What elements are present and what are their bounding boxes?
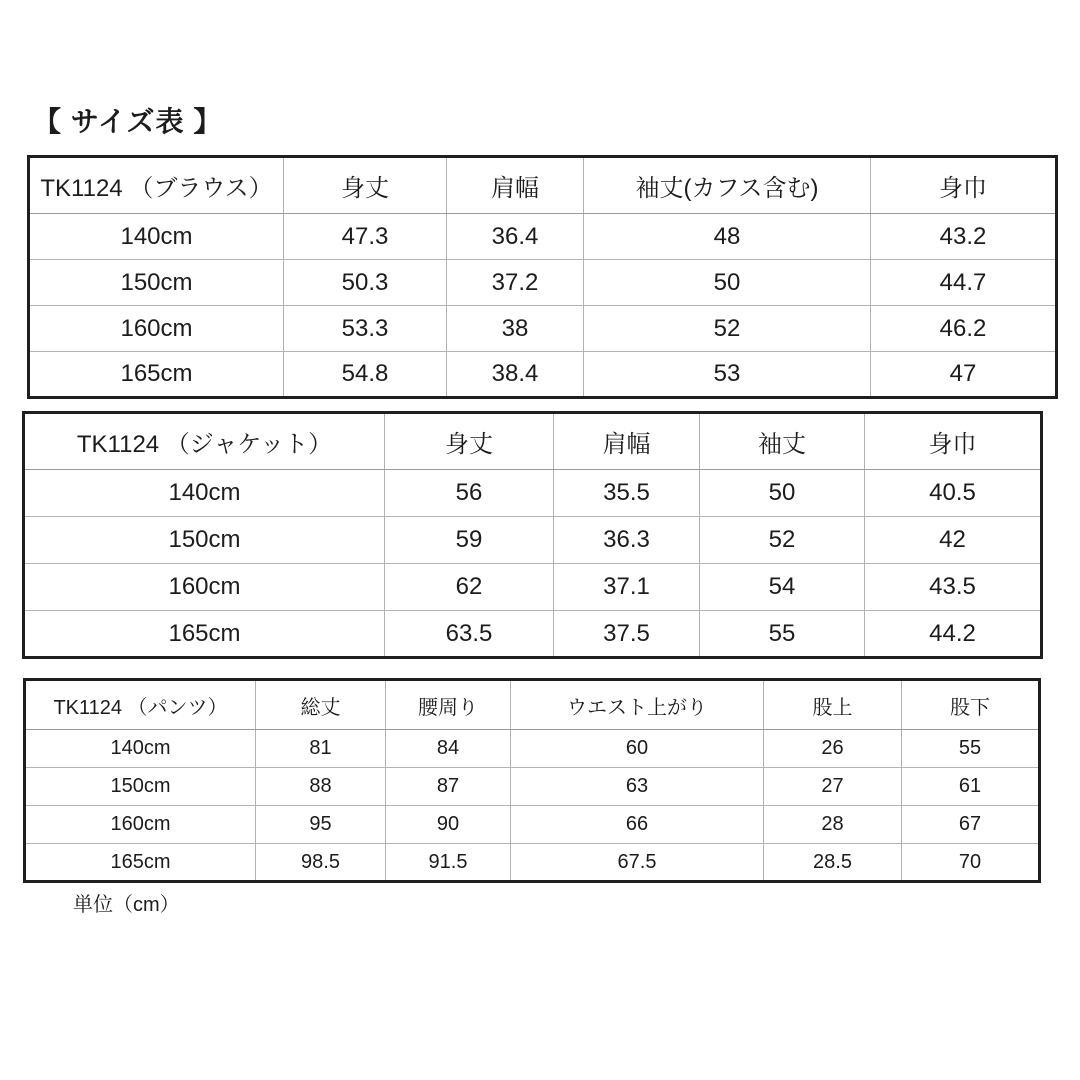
column-header: 総丈 (256, 680, 386, 730)
table-row (25, 768, 1040, 806)
column-header: TK1124 （パンツ） (25, 680, 256, 730)
column-header: 身巾 (865, 413, 1042, 470)
unit-note: 単位（cm） (73, 894, 180, 916)
size-row-label: 160cm (25, 806, 256, 844)
size-cell: 63.5 (385, 611, 554, 658)
column-header: 股下 (902, 680, 1040, 730)
size-cell: 53.3 (284, 306, 447, 352)
size-cell: 44.7 (871, 260, 1057, 306)
size-cell: 28 (764, 806, 902, 844)
column-header: 股上 (764, 680, 902, 730)
size-cell: 50 (584, 260, 871, 306)
size-row-label: 165cm (29, 352, 284, 398)
size-cell: 42 (865, 517, 1042, 564)
size-row-label: 160cm (29, 306, 284, 352)
table-row (29, 306, 1057, 352)
size-cell: 35.5 (554, 470, 700, 517)
size-cell: 55 (902, 730, 1040, 768)
size-cell: 28.5 (764, 844, 902, 882)
blouse-size-table (27, 155, 1058, 399)
table-row (24, 564, 1042, 611)
size-cell: 43.2 (871, 214, 1057, 260)
size-cell: 36.3 (554, 517, 700, 564)
size-cell: 91.5 (386, 844, 511, 882)
pants-size-table (23, 678, 1041, 883)
size-cell: 95 (256, 806, 386, 844)
page-title: 【 サイズ表 】 (33, 106, 223, 137)
table-row (25, 806, 1040, 844)
size-cell: 36.4 (447, 214, 584, 260)
size-cell: 81 (256, 730, 386, 768)
size-cell: 37.5 (554, 611, 700, 658)
size-cell: 56 (385, 470, 554, 517)
size-row-label: 160cm (24, 564, 385, 611)
size-row-label: 150cm (25, 768, 256, 806)
size-row-label: 140cm (25, 730, 256, 768)
size-cell: 66 (511, 806, 764, 844)
table-header-row (24, 413, 1042, 470)
size-cell: 61 (902, 768, 1040, 806)
table-row (24, 470, 1042, 517)
size-cell: 47 (871, 352, 1057, 398)
size-cell: 67.5 (511, 844, 764, 882)
jacket-size-table (22, 411, 1043, 659)
table-row (29, 214, 1057, 260)
table-row (25, 730, 1040, 768)
size-cell: 48 (584, 214, 871, 260)
size-row-label: 165cm (24, 611, 385, 658)
size-cell: 59 (385, 517, 554, 564)
column-header: 袖丈(カフス含む) (584, 157, 871, 214)
size-cell: 38 (447, 306, 584, 352)
table-header-row (29, 157, 1057, 214)
column-header: TK1124 （ブラウス） (29, 157, 284, 214)
size-cell: 62 (385, 564, 554, 611)
size-cell: 38.4 (447, 352, 584, 398)
table-row (29, 260, 1057, 306)
table-row (24, 611, 1042, 658)
size-cell: 47.3 (284, 214, 447, 260)
column-header: ウエスト上がり (511, 680, 764, 730)
column-header: 身巾 (871, 157, 1057, 214)
size-cell: 46.2 (871, 306, 1057, 352)
size-cell: 50 (700, 470, 865, 517)
size-cell: 98.5 (256, 844, 386, 882)
size-cell: 27 (764, 768, 902, 806)
size-cell: 87 (386, 768, 511, 806)
size-cell: 50.3 (284, 260, 447, 306)
size-cell: 43.5 (865, 564, 1042, 611)
size-cell: 63 (511, 768, 764, 806)
size-cell: 52 (700, 517, 865, 564)
column-header: 肩幅 (554, 413, 700, 470)
size-row-label: 140cm (24, 470, 385, 517)
size-cell: 53 (584, 352, 871, 398)
size-cell: 37.2 (447, 260, 584, 306)
size-cell: 54 (700, 564, 865, 611)
size-cell: 52 (584, 306, 871, 352)
size-cell: 70 (902, 844, 1040, 882)
table-header-row (25, 680, 1040, 730)
column-header: 身丈 (284, 157, 447, 214)
table-row (24, 517, 1042, 564)
size-cell: 40.5 (865, 470, 1042, 517)
table-row (29, 352, 1057, 398)
column-header: 腰周り (386, 680, 511, 730)
size-cell: 26 (764, 730, 902, 768)
size-cell: 88 (256, 768, 386, 806)
size-cell: 54.8 (284, 352, 447, 398)
size-cell: 55 (700, 611, 865, 658)
size-cell: 90 (386, 806, 511, 844)
column-header: 身丈 (385, 413, 554, 470)
size-cell: 67 (902, 806, 1040, 844)
column-header: 袖丈 (700, 413, 865, 470)
size-cell: 44.2 (865, 611, 1042, 658)
size-cell: 37.1 (554, 564, 700, 611)
size-row-label: 150cm (24, 517, 385, 564)
size-cell: 84 (386, 730, 511, 768)
size-cell: 60 (511, 730, 764, 768)
column-header: 肩幅 (447, 157, 584, 214)
table-row (25, 844, 1040, 882)
size-row-label: 150cm (29, 260, 284, 306)
size-row-label: 140cm (29, 214, 284, 260)
size-row-label: 165cm (25, 844, 256, 882)
column-header: TK1124 （ジャケット） (24, 413, 385, 470)
